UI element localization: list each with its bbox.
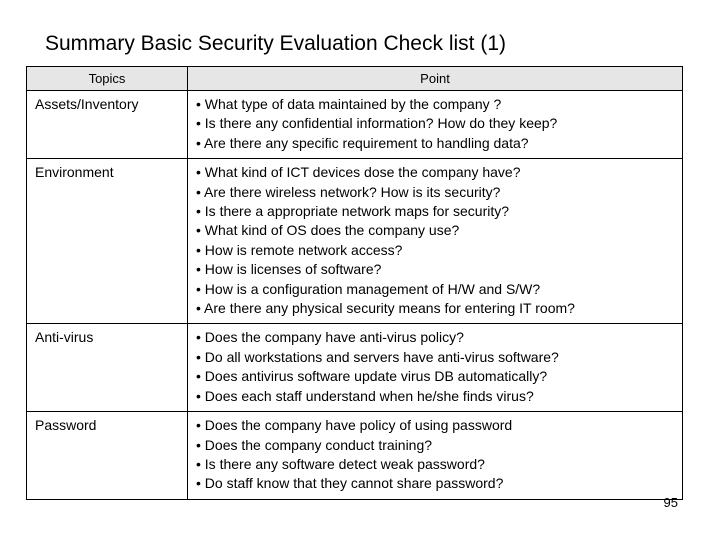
checklist-table	[26, 66, 683, 500]
topic-cell: Anti-virus	[27, 324, 188, 412]
point-item: • Does the company have anti-virus policy?	[196, 329, 464, 346]
point-item: • What kind of OS does the company use?	[196, 222, 460, 239]
point-item: • Is there any confidential information? How do they keep?	[196, 115, 558, 132]
point-item: • What type of data maintained by the company ?	[196, 96, 502, 112]
header-topics: Topics	[27, 67, 188, 91]
points-cell	[188, 91, 683, 159]
table-row	[27, 159, 683, 324]
table-header-row	[27, 67, 683, 91]
header-point: Point	[188, 67, 683, 91]
page-number: 95	[663, 495, 678, 510]
page-title: Summary Basic Security Evaluation Check list (1)	[45, 32, 506, 55]
topic-cell: Password	[27, 412, 188, 500]
point-item: • Do staff know that they cannot share password?	[196, 475, 504, 492]
points-cell	[188, 412, 683, 500]
point-item: • How is licenses of software?	[196, 261, 382, 278]
point-item: • Does each staff understand when he/she finds virus?	[196, 387, 534, 404]
table-row	[27, 324, 683, 412]
topic-cell: Environment	[27, 159, 188, 324]
points-cell	[188, 324, 683, 412]
table-row	[27, 91, 683, 159]
point-item: • Does antivirus software update virus DB automatically?	[196, 368, 548, 385]
point-item: • Is there any software detect weak password?	[196, 455, 485, 472]
point-item: • Do all workstations and servers have anti-virus software?	[196, 348, 559, 365]
point-item: • Are there any specific requirement to handling data?	[196, 134, 529, 151]
point-item: • Does the company have policy of using password	[196, 417, 513, 434]
point-item: • Are there wireless network? How is its security?	[196, 183, 501, 200]
point-item: • How is a configuration management of H/W and S/W?	[196, 280, 541, 297]
point-item: • Are there any physical security means for entering IT room?	[196, 300, 575, 317]
points-cell	[188, 159, 683, 324]
point-item: • Is there a appropriate network maps for security?	[196, 203, 510, 220]
topic-cell: Assets/Inventory	[27, 91, 188, 159]
table-row	[27, 412, 683, 500]
point-item: • What kind of ICT devices dose the company have?	[196, 164, 521, 181]
point-item: • How is remote network access?	[196, 241, 403, 258]
point-item: • Does the company conduct training?	[196, 436, 433, 453]
